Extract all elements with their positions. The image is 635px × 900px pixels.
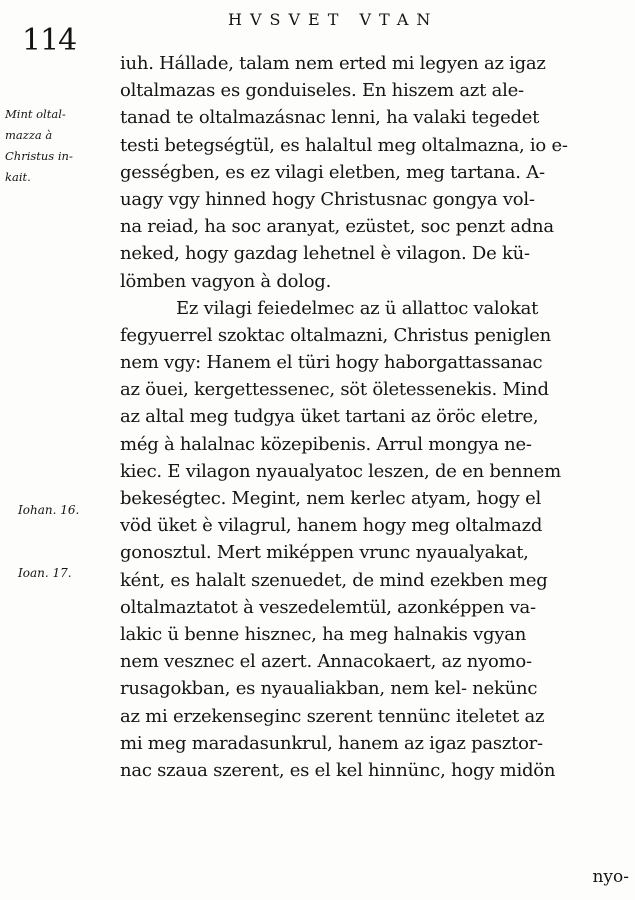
text-line: ként, es halalt szenuedet, de mind ezekben meg — [120, 569, 548, 591]
text-line: gonosztul. Mert miképpen vrunc nyaualyakat, — [120, 542, 529, 564]
text-line: lömben vagyon à dolog. — [120, 270, 332, 292]
text-line: az mi erzekenseginc szerent tennünc iteletet az — [120, 705, 545, 727]
text-line: az öuei, kergettessenec, söt öletessenekis. Mind — [120, 379, 549, 401]
text-line: nem vesznec el azert. Annacokaert, az nyomo- — [120, 651, 532, 673]
text-line: neked, hogy gazdag lehetnel è vilagon. De kü- — [120, 243, 530, 265]
text-line: testi betegségtül, es halaltul meg oltalmazna, io e- — [120, 134, 568, 156]
text-line: bekeségtec. Megint, nem kerlec atyam, hogy el — [120, 488, 541, 509]
body-text — [120, 50, 630, 784]
marginal-note-line: Mint oltal- — [5, 107, 66, 121]
text-line: oltalmaztatot à veszedelemtül, azonképpen va- — [120, 596, 536, 618]
text-line: még à halalnac közepibenis. Arrul mongya ne- — [120, 433, 532, 455]
text-line: nem vgy: Hanem el türi hogy haborgattassanac — [120, 352, 543, 374]
text-line: gességben, es ez vilagi eletben, meg tartana. A- — [120, 161, 545, 183]
running-head: HVSVET VTAN — [228, 10, 439, 29]
text-line: oltalmazas es gonduiseles. En hiszem azt ale- — [120, 80, 524, 102]
catchword: nyo- — [592, 867, 629, 887]
text-line: kiec. E vilagon nyaualyatoc leszen, de en bennem — [120, 460, 561, 482]
marginal-note — [5, 104, 97, 188]
text-line: uagy vgy hinned hogy Christusnac gongya vol- — [120, 188, 535, 210]
text-line: fegyuerrel szoktac oltalmazni, Christus peniglen — [120, 324, 552, 346]
marginal-note-line: mazza à — [5, 128, 53, 142]
scripture-reference: Iohan. 16. — [18, 503, 80, 517]
text-line: na reiad, ha soc aranyat, ezüstet, soc penzt adna — [120, 216, 554, 238]
text-line: vöd üket è vilagrul, hanem hogy meg oltalmazd — [120, 515, 543, 537]
marginal-note-line: Christus in- — [5, 149, 73, 163]
paragraph-first-line: Ez vilagi feiedelmec az ü allattoc valokat — [176, 297, 539, 319]
text-line: az altal meg tudgya üket tartani az öröc eletre, — [120, 406, 539, 428]
marginal-note-line: kait. — [5, 170, 31, 184]
text-line: mi meg maradasunkrul, hanem az igaz pasztor- — [120, 732, 543, 754]
text-line: nac szaua szerent, es el kel hinnünc, hogy midön — [120, 759, 556, 781]
text-line: iuh. Hállade, talam nem erted mi legyen az igaz — [120, 53, 546, 74]
page-number: 114 — [22, 23, 77, 58]
text-line: tanad te oltalmazásnac lenni, ha valaki tegedet — [120, 107, 540, 129]
scripture-reference: Ioan. 17. — [18, 566, 72, 580]
text-line: lakic ü benne hisznec, ha meg halnakis vgyan — [120, 623, 527, 645]
text-line: rusagokban, es nyaualiakban, nem kel- nekünc — [120, 678, 538, 700]
